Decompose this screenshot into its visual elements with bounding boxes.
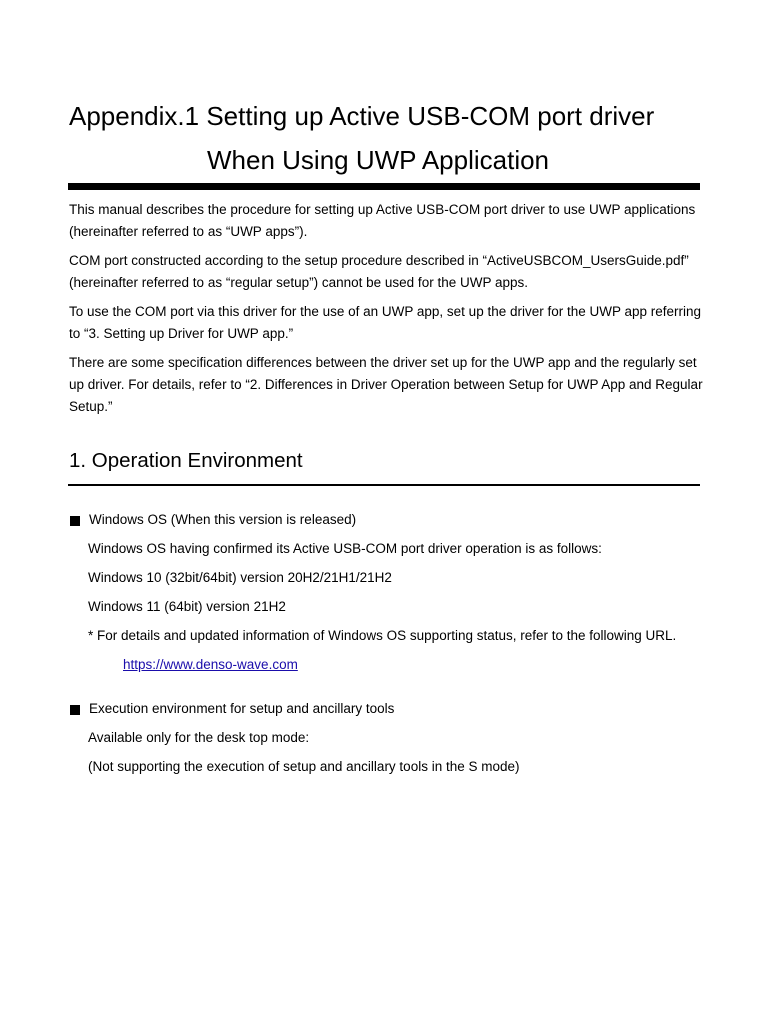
bullet-text: Available only for the desk top mode: bbox=[88, 730, 310, 745]
bullet-title-row bbox=[70, 698, 710, 720]
square-bullet-icon bbox=[70, 705, 80, 715]
bullet-text: Windows OS having confirmed its Active USB-COM port driver operation is as follows: bbox=[88, 541, 602, 556]
bullet-text: Windows 11 (64bit) version 21H2 bbox=[88, 599, 286, 614]
bullet-text: (Not supporting the execution of setup and ancillary tools in the S mode) bbox=[88, 759, 520, 774]
intro-paragraph: COM port constructed according to the setup procedure described in “ActiveUSBCOM_UsersGuide.pdf” (hereinafter referred to as “regular setup”) cannot be used for the UWP apps. bbox=[69, 253, 689, 290]
document-title-line2: When Using UWP Application bbox=[207, 145, 550, 175]
bullet-title: Execution environment for setup and ancillary tools bbox=[89, 701, 395, 716]
section-heading-operation-environment: 1. Operation Environment bbox=[69, 449, 303, 472]
denso-wave-link[interactable]: https://www.denso-wave.com bbox=[123, 657, 298, 672]
bullet-text: * For details and updated information of Windows OS supporting status, refer to the following URL. bbox=[88, 628, 677, 643]
title-divider bbox=[68, 183, 700, 190]
intro-paragraph: There are some specification differences between the driver set up for the UWP app and the regularly set up driver. For details, refer to “2. Differences in Driver Operation between Setup for UWP App and Regular Setup.” bbox=[69, 355, 703, 414]
bullet-title: Windows OS (When this version is released) bbox=[89, 512, 357, 527]
intro-section bbox=[69, 199, 709, 425]
square-bullet-icon bbox=[70, 516, 80, 526]
intro-paragraph: To use the COM port via this driver for the use of an UWP app, set up the driver for the UWP app referring to “3. Setting up Driver for UWP app.” bbox=[69, 304, 702, 341]
bullet-windows-os bbox=[70, 509, 710, 676]
intro-paragraph: This manual describes the procedure for setting up Active USB-COM port driver to use UWP applications (hereinafter referred to as “UWP apps”). bbox=[69, 202, 696, 239]
section-divider bbox=[68, 484, 700, 486]
bullet-execution-environment bbox=[70, 698, 710, 778]
bullet-text: Windows 10 (32bit/64bit) version 20H2/21H1/21H2 bbox=[88, 570, 392, 585]
link-row bbox=[70, 654, 710, 676]
document-title-line1: Appendix.1 Setting up Active USB-COM port driver bbox=[69, 101, 655, 131]
bullet-title-row bbox=[70, 509, 710, 531]
